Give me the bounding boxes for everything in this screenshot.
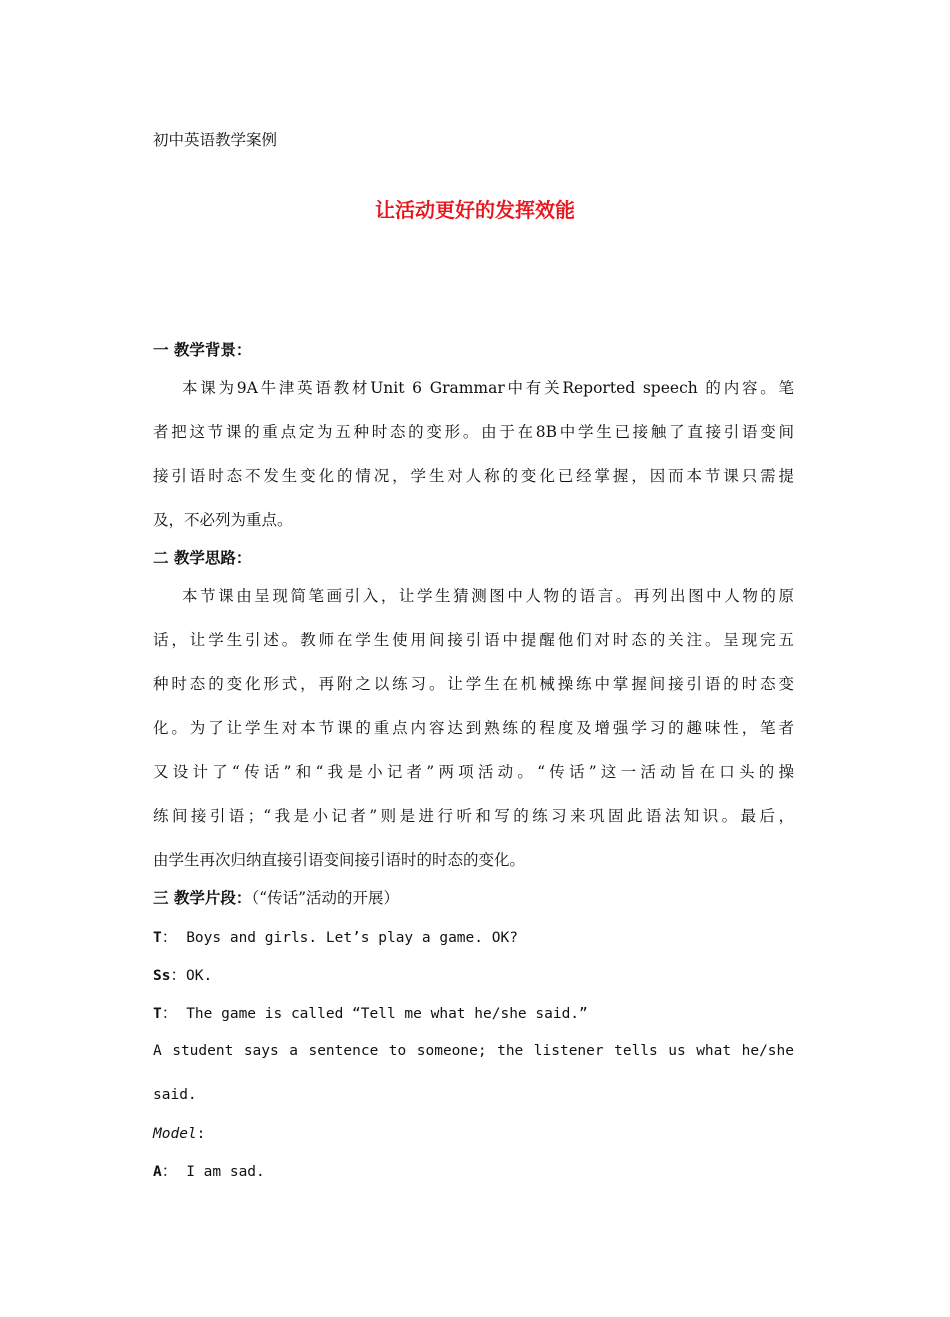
instruction-line: said. [153,1087,197,1103]
speaker-label: A [153,1164,162,1180]
dialogue-text: The game is called “Tell me what he/she said.” [186,1006,588,1022]
dialogue-line [153,1003,588,1024]
paragraph-line: 接引语时态不发生变化的情况，学生对人称的变化已经掌握，因而本节课只需提 [153,467,794,485]
dialogue-line [153,927,518,948]
paragraph-line: 本课为9A牛津英语教材Unit 6 Grammar中有关Reported speech 的内容。笔 [182,379,794,397]
instruction-line: A student says a sentence to someone; the listener tells us what he/she [153,1043,794,1059]
paragraph-line: 练间接引语；“我是小记者”则是进行听和写的练习来巩固此语法知识。最后， [153,807,794,825]
paragraph-line: 由学生再次归纳直接引语变间接引语时的时态的变化。 [153,851,526,869]
paragraph-line: 又设计了“传话”和“我是小记者”两项活动。“传话”这一活动旨在口头的操 [153,763,794,781]
model-label-text: Model [153,1126,197,1142]
document-kicker: 初中英语教学案例 [153,131,278,149]
example-line [153,1161,265,1182]
paragraph-line: 本节课由呈现简笔画引入，让学生猜测图中人物的语言。再列出图中人物的原 [182,587,794,605]
section-heading-background: 一 教学背景： [153,340,252,359]
section-heading-label: 三 教学片段： [153,888,252,907]
dialogue-text: I am sad. [186,1164,265,1180]
paragraph-line: 话，让学生引述。教师在学生使用间接引语中提醒他们对时态的关注。呈现完五 [153,631,794,649]
model-label-colon: : [196,1126,206,1142]
section-heading-excerpt [153,888,399,908]
document-title: 让活动更好的发挥效能 [375,198,575,222]
speaker-label: T [153,1006,162,1022]
dialogue-line [153,965,212,986]
dialogue-text: Boys and girls. Let’s play a game. OK? [186,930,518,946]
paragraph-line: 者把这节课的重点定为五种时态的变形。由于在8B中学生已接触了直接引语变间 [153,423,794,441]
paragraph-line: 及，不必列为重点。 [153,511,293,529]
speaker-separator: ： [161,1162,178,1180]
section-heading-approach: 二 教学思路： [153,548,252,567]
paragraph-line: 化。为了让学生对本节课的重点内容达到熟练的程度及增强学习的趣味性，笔者 [153,719,794,737]
model-label [153,1123,205,1144]
speaker-separator: ： [161,1004,178,1022]
speaker-label: Ss [153,968,171,984]
section-heading-note: （“传话”活动的开展） [251,889,400,907]
dialogue-text: OK. [185,968,213,984]
paragraph-line: 种时态的变化形式，再附之以练习。让学生在机械操练中掌握间接引语的时态变 [153,675,794,693]
speaker-label: T [153,930,162,946]
speaker-separator: ： [161,928,178,946]
speaker-separator: ： [170,966,186,984]
